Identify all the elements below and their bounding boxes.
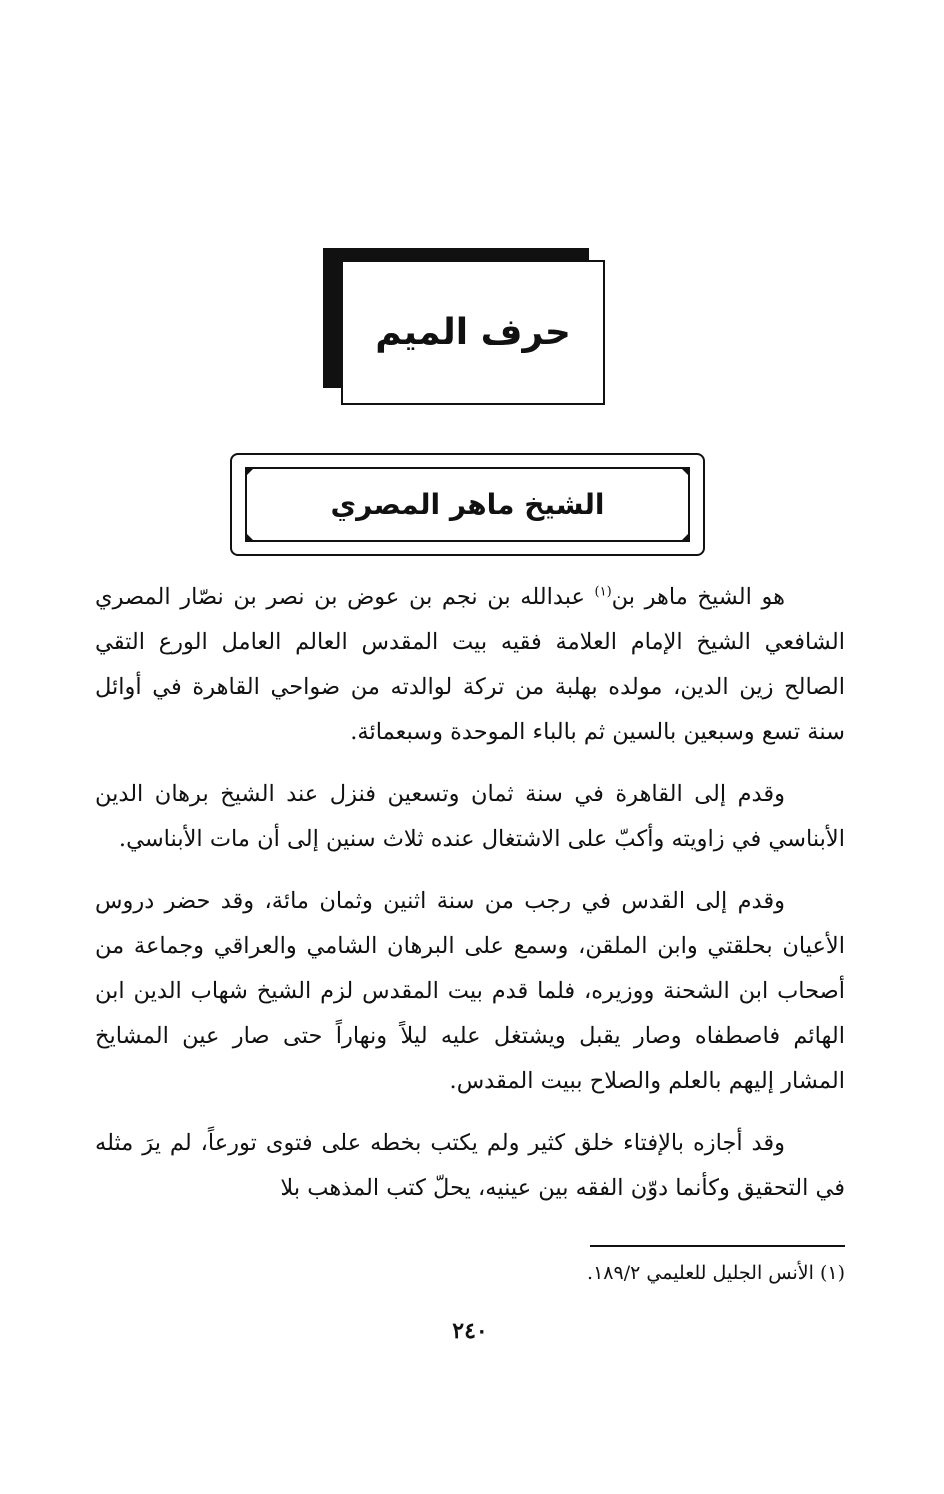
chapter-title: حرف الميم [375, 312, 571, 353]
page-number: ٢٤٠ [452, 1318, 488, 1344]
footnote-separator [590, 1245, 845, 1247]
paragraph-text: هو الشيخ ماهر بن [611, 584, 786, 610]
frame-corner-ornament [245, 467, 255, 477]
chapter-title-box [341, 260, 605, 405]
frame-corner-ornament [680, 467, 690, 477]
frame-corner-ornament [245, 532, 255, 542]
paragraph-text: عبدالله بن نجم بن عوض بن نصر بن نصّار المصري الشافعي الشيخ الإمام العلامة فقيه بيت المقدس العالم العامل الورع التقي الصالح زين الدين، مولده بهلبة من تركة لوالدته من ضواحي القاهرة في أوائل سنة تسع وسبعين بالسين ثم بالباء الموحدة وسبعمائة. [95, 584, 845, 745]
section-title: الشيخ ماهر المصري [330, 488, 605, 521]
paragraph [95, 575, 845, 755]
footnote: (١) الأنس الجليل للعليمي ١٨٩/٢. [587, 1262, 845, 1284]
section-title-inner-frame [245, 467, 690, 542]
footnote-marker[interactable]: (١) [594, 584, 612, 600]
frame-corner-ornament [680, 532, 690, 542]
section-title-frame [230, 453, 705, 556]
paragraph: وقد أجازه بالإفتاء خلق كثير ولم يكتب بخطه على فتوى تورعاً، لم يرَ مثله في التحقيق وكأنما دوّن الفقه بين عينيه، يحلّ كتب المذهب بلا [95, 1130, 845, 1201]
paragraph: وقدم إلى القدس في رجب من سنة اثنين وثمان مائة، وقد حضر دروس الأعيان بحلقتي وابن الملقن، وسمع على البرهان الشامي والعراقي وجماعة من أصحاب ابن الشحنة ووزيره، فلما قدم بيت المقدس لزم الشيخ شهاب الدين ابن الهائم فاصطفاه وصار يقبل ويشتغل عليه ليلاً ونهاراً حتى صار عين المشايخ المشار إليهم بالعلم والصلاح ببيت المقدس. [95, 888, 845, 1094]
body-text [95, 575, 845, 1228]
paragraph: وقدم إلى القاهرة في سنة ثمان وتسعين فنزل عند الشيخ برهان الدين الأبناسي في زاويته وأكبّ على الاشتغال عنده ثلاث سنين إلى أن مات الأبناسي. [95, 781, 845, 852]
